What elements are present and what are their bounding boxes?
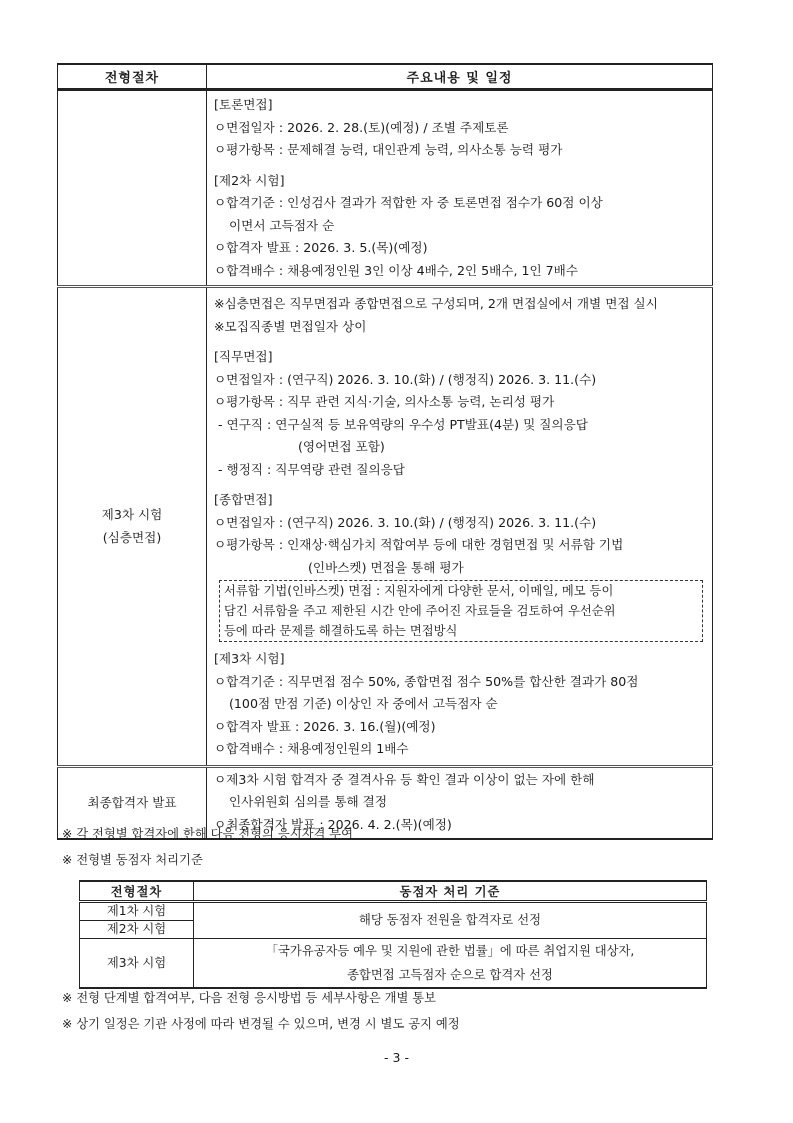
content-cell <box>207 90 713 287</box>
job-interview-research: - 연구직 : 연구실적 등 보유역량의 우수성 PT발표(4분) 및 질의응답 <box>218 416 588 432</box>
stage-cell-third-exam <box>58 287 207 767</box>
page-number: - 3 - <box>384 1050 409 1065</box>
selection-process-table <box>57 63 713 840</box>
stage-cell: 제2차 시험 <box>80 921 194 939</box>
stage-cell: 제1차 시험 <box>80 902 194 921</box>
inbasket-definition-box <box>219 580 703 642</box>
section-title-debate-interview: [토론면접] <box>214 97 273 112</box>
table-header-row <box>80 881 707 902</box>
note-individual-notice: ※ 전형 단계별 합격여부, 다음 전형 응시방법 등 세부사항은 개별 통보 <box>62 991 437 1005</box>
job-interview-eval: ㅇ평가항목 : 직무 관련 지식·기술, 의사소통 능력, 논리성 평가 <box>214 394 555 409</box>
table-header-row <box>58 64 713 90</box>
note-schedule-change: ※ 상기 일정은 기관 사정에 따라 변경될 수 있으며, 변경 시 별도 공지 예정 <box>62 1017 460 1031</box>
tie-rule-line: 종합면접 고득점자 순으로 합격자 선정 <box>347 968 553 982</box>
general-interview-date: ㅇ면접일자 : (연구직) 2026. 3. 10.(화) / (행정직) 2026. 3. 11.(수) <box>214 514 597 530</box>
inbasket-definition-line: 서류함 기법(인바스켓) 면접 : 지원자에게 다양한 문서, 이메일, 메모 등이 <box>224 584 614 598</box>
job-interview-admin: - 행정직 : 직무역량 관련 질의응답 <box>218 461 405 477</box>
note-tie-criteria: ※ 전형별 동점자 처리기준 <box>62 853 203 867</box>
job-interview-research-cont: (영어면접 포함) <box>298 439 385 454</box>
second-exam-announcement: ㅇ합격자 발표 : 2026. 3. 5.(목)(예정) <box>214 240 428 255</box>
header-content: 주요내용 및 일정 <box>207 64 713 90</box>
table-row <box>80 902 707 921</box>
note-interview-dates-differ: ※모집직종별 면접일자 상이 <box>214 318 367 334</box>
note-eligibility: ※ 각 전형별 합격자에 한해 다음 전형의 응시자격 부여 <box>62 827 354 841</box>
final-announcement-date: ㅇ최종합격자 발표 : 2026. 4. 2.(목)(예정) <box>214 816 452 832</box>
stage-cell-final: 최종합격자 발표 <box>58 766 207 839</box>
section-title-general-interview: [종합면접] <box>214 492 273 507</box>
section-title-job-interview: [직무면접] <box>214 349 273 364</box>
header-stage: 전형절차 <box>58 64 207 90</box>
stage-cell: 제3차 시험 <box>80 939 194 989</box>
second-exam-criteria-cont: 이면서 고득점자 순 <box>229 217 335 233</box>
section-title-third-exam: [제3차 시험] <box>214 651 285 666</box>
content-cell <box>207 287 713 767</box>
debate-interview-eval: ㅇ평가항목 : 문제해결 능력, 대인관계 능력, 의사소통 능력 평가 <box>214 142 563 157</box>
second-exam-criteria: ㅇ합격기준 : 인성검사 결과가 적합한 자 중 토론면접 점수가 60점 이상 <box>214 195 603 210</box>
final-criteria-cont: 인사위원회 심의를 통해 결정 <box>229 794 387 809</box>
section-title-second-exam: [제2차 시험] <box>214 172 285 188</box>
stage-sublabel: (심층면접) <box>102 530 162 546</box>
third-exam-criteria-cont: (100점 만점 기준) 이상인 자 중에서 고득점자 순 <box>229 696 498 711</box>
third-exam-multiple: ㅇ합격배수 : 채용예정인원의 1배수 <box>214 741 409 756</box>
header-stage: 전형절차 <box>80 881 194 902</box>
tie-rule-line: 「국가유공자등 예우 및 지원에 관한 법률」에 따른 취업지원 대상자, <box>265 944 635 958</box>
table-row-second-exam <box>58 90 713 287</box>
tie-rule-cell <box>194 939 707 989</box>
third-exam-criteria: ㅇ합격기준 : 직무면접 점수 50%, 종합면접 점수 50%를 합산한 결과가 80점 <box>214 673 639 689</box>
general-interview-eval: ㅇ평가항목 : 인재상·핵심가치 적합여부 등에 대한 경험면접 및 서류함 기법 <box>214 537 624 552</box>
inbasket-definition-line: 등에 따라 문제를 해결하도록 하는 면접방식 <box>224 624 458 638</box>
general-interview-eval-cont: (인바스켓) 면접을 통해 평가 <box>308 559 464 575</box>
final-criteria: ㅇ제3차 시험 합격자 중 결격사유 등 확인 결과 이상이 없는 자에 한해 <box>214 771 595 787</box>
inbasket-definition-line: 담긴 서류함을 주고 제한된 시간 안에 주어진 자료들을 검토하여 우선순위 <box>224 604 616 618</box>
header-tie-rule: 동점자 처리 기준 <box>194 881 707 902</box>
tie-rule-cell: 해당 동점자 전원을 합격자로 선정 <box>194 902 707 939</box>
tie-break-table <box>79 880 707 989</box>
note-interview-structure: ※심층면접은 직무면접과 종합면접으로 구성되며, 2개 면접실에서 개별 면접 실시 <box>214 296 658 311</box>
stage-cell-empty <box>58 90 207 287</box>
table-row-third-exam <box>58 287 713 767</box>
table-row <box>80 939 707 989</box>
stage-label: 제3차 시험 <box>101 507 163 523</box>
second-exam-multiple: ㅇ합격배수 : 채용예정인원 3인 이상 4배수, 2인 5배수, 1인 7배수 <box>214 262 578 278</box>
debate-interview-date: ㅇ면접일자 : 2026. 2. 28.(토)(예정) / 조별 주제토론 <box>214 119 509 135</box>
third-exam-announcement: ㅇ합격자 발표 : 2026. 3. 16.(월)(예정) <box>214 718 436 734</box>
job-interview-date: ㅇ면접일자 : (연구직) 2026. 3. 10.(화) / (행정직) 2026. 3. 11.(수) <box>214 371 597 387</box>
